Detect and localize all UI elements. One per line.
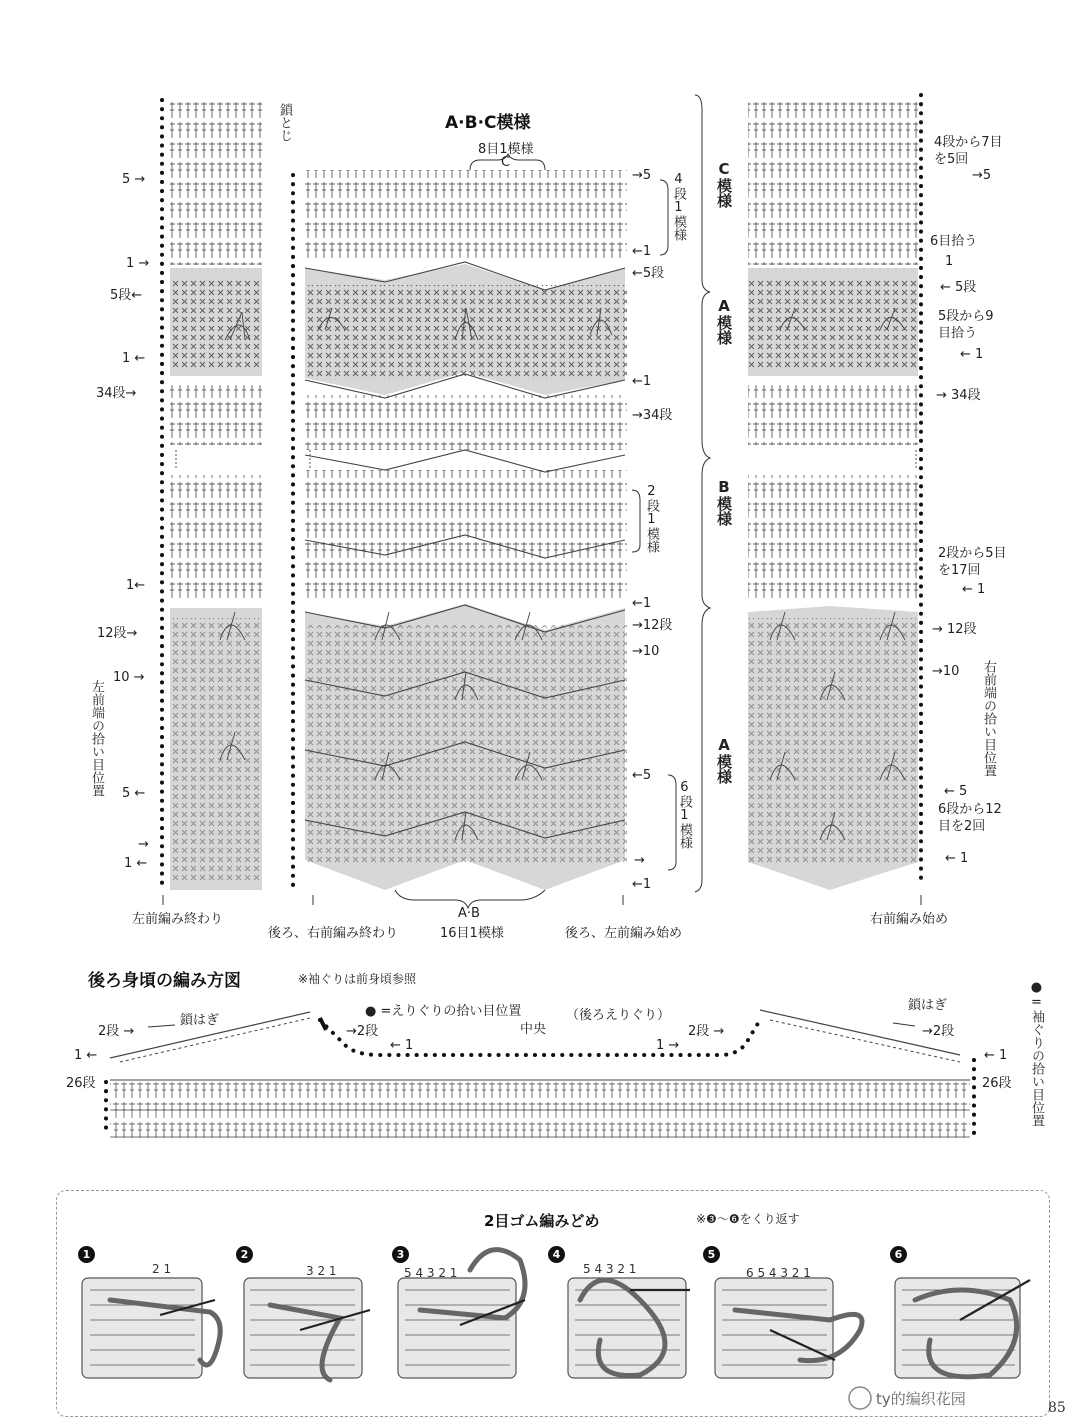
back-mid-1r: 1 → <box>656 1038 680 1053</box>
step-6-number: 6 <box>890 1246 907 1263</box>
right-r13-text: 6段から12目を2回 <box>938 802 1002 834</box>
step-4-labels: 5 4 3 2 1 <box>583 1262 637 1276</box>
right-panel-stitches <box>748 100 918 863</box>
right-r13 <box>938 801 1010 835</box>
back-right-2: →2段 <box>922 1024 955 1039</box>
right-r2: 6目拾う <box>930 234 978 249</box>
step-1-labels: 2 1 <box>152 1262 172 1276</box>
right-r11: →10 <box>932 664 960 679</box>
right-r5-text: 5段から9目拾う <box>938 309 994 341</box>
left-row-1d: 1 ← <box>124 856 148 871</box>
center-row-1d: ←1 <box>632 877 652 892</box>
right-r9: ← 1 <box>962 582 986 597</box>
back-slip-left: 鎖はぎ <box>180 1013 220 1028</box>
left-row-34: 34段→ <box>96 386 137 401</box>
repeat-c-letter: C <box>501 155 511 170</box>
left-row-12: 12段→ <box>97 626 138 641</box>
repeat-ab-sub: 16目1模様 <box>440 926 504 941</box>
center-row-5: →5 <box>632 168 652 183</box>
left-row-1: 1 → <box>126 256 150 271</box>
bottom-center-right-label: 後ろ、左前編み始め <box>565 926 683 941</box>
back-chart-note: ※袖ぐりは前身頃参照 <box>298 972 417 986</box>
bottom-right-label: 右前編み始め <box>870 912 949 927</box>
step-5-number: 5 <box>703 1246 720 1263</box>
bottom-center-left-label: 後ろ、右前編み終わり <box>268 926 399 941</box>
left-panel-stitches <box>170 100 262 880</box>
left-row-5: 5 → <box>122 172 146 187</box>
left-front-pickup-label: 左前端の拾い目位置 <box>88 680 104 797</box>
pattern-b-label: B模様 <box>715 478 733 526</box>
back-right-26: 26段 <box>982 1076 1012 1091</box>
back-mid-2l: →2段 <box>346 1024 379 1039</box>
back-slip-right: 鎖はぎ <box>908 998 948 1013</box>
step-2-number: 2 <box>236 1246 253 1263</box>
back-left-1: 1 ← <box>74 1048 98 1063</box>
back-center: 中央 <box>520 1022 547 1037</box>
right-r8-text: 2段から5目を17回 <box>938 546 1007 578</box>
left-row-5dan: 5段← <box>110 288 143 303</box>
back-chart-title: 後ろ身頃の編み方図 <box>88 971 241 991</box>
repeat-c-label: 8目1模様 <box>478 142 534 157</box>
back-mid-1l: ← 1 <box>390 1038 414 1053</box>
right-r10: → 12段 <box>932 622 977 637</box>
center-row-34: →34段 <box>632 408 673 423</box>
right-r12: ← 5 <box>944 784 968 799</box>
pattern-a-top-label: A模様 <box>715 297 733 345</box>
center-row-10: →10 <box>632 644 660 659</box>
step-3-labels: 5 4 3 2 1 <box>404 1266 458 1280</box>
right-r3: 1 <box>945 254 954 269</box>
right-r7: → 34段 <box>936 388 981 403</box>
chain-close-label: 鎖とじ <box>276 103 292 142</box>
repeat-ab-label: A·B <box>458 906 480 921</box>
right-r5 <box>938 308 994 342</box>
center-row-arrow: → <box>634 853 645 868</box>
bottom-left-label: 左前編み終わり <box>132 912 224 927</box>
right-r8 <box>938 545 1010 579</box>
chart-title: A·B·C模様 <box>445 113 531 133</box>
armhole-pickup-label: ●=袖ぐりの拾い目位置 <box>1028 980 1044 1127</box>
segment-6row: 6段1模様 <box>676 780 692 849</box>
pattern-a-bottom-label: A模様 <box>715 736 733 784</box>
right-r1-text: 4段から7目を5回 <box>934 135 1003 167</box>
back-legend: ● =えりぐりの拾い目位置 <box>365 1004 522 1019</box>
step-3-number: 3 <box>392 1246 409 1263</box>
step-1-number: 1 <box>78 1246 95 1263</box>
center-row-1b: ←1 <box>632 374 652 389</box>
left-row-10: 10 → <box>113 670 145 685</box>
finish-note: ※❸〜❻をくり返す <box>696 1212 800 1226</box>
watermark: ty的编织花园 <box>876 1390 966 1408</box>
pattern-c-label: C模様 <box>715 160 733 208</box>
segment-4row: 4段1模様 <box>670 172 686 241</box>
finish-title: 2目ゴム編みどめ <box>484 1212 600 1230</box>
left-row-5b: 5 ← <box>122 786 146 801</box>
center-row-5b: ←5 <box>632 768 652 783</box>
step-2-labels: 3 2 1 <box>306 1264 337 1278</box>
center-row-5dan: ←5段 <box>632 266 665 281</box>
right-front-pickup-label: 右前端の拾い目位置 <box>980 660 996 777</box>
right-r1b: →5 <box>972 168 992 183</box>
left-row-arrow: → <box>138 837 149 852</box>
back-mid-2r: 2段 → <box>688 1024 725 1039</box>
right-r4: ← 5段 <box>940 280 977 295</box>
center-row-1: ←1 <box>632 244 652 259</box>
back-left-26: 26段 <box>66 1076 96 1091</box>
segment-2row: 2段1模様 <box>643 484 659 553</box>
back-left-2: 2段 → <box>98 1024 135 1039</box>
right-r14: ← 1 <box>945 851 969 866</box>
right-r1 <box>934 134 1004 168</box>
center-row-12: →12段 <box>632 618 673 633</box>
right-r6: ← 1 <box>960 347 984 362</box>
back-right-1: ← 1 <box>984 1048 1008 1063</box>
step-4-number: 4 <box>548 1246 565 1263</box>
step-5-labels: 6 5 4 3 2 1 <box>746 1266 811 1280</box>
center-row-1c: ←1 <box>632 596 652 611</box>
page-number: 85 <box>1048 1400 1066 1416</box>
left-row-1b: 1 ← <box>122 351 146 366</box>
left-row-1c: 1← <box>126 578 146 593</box>
back-neck: （後ろえりぐり） <box>566 1008 671 1023</box>
